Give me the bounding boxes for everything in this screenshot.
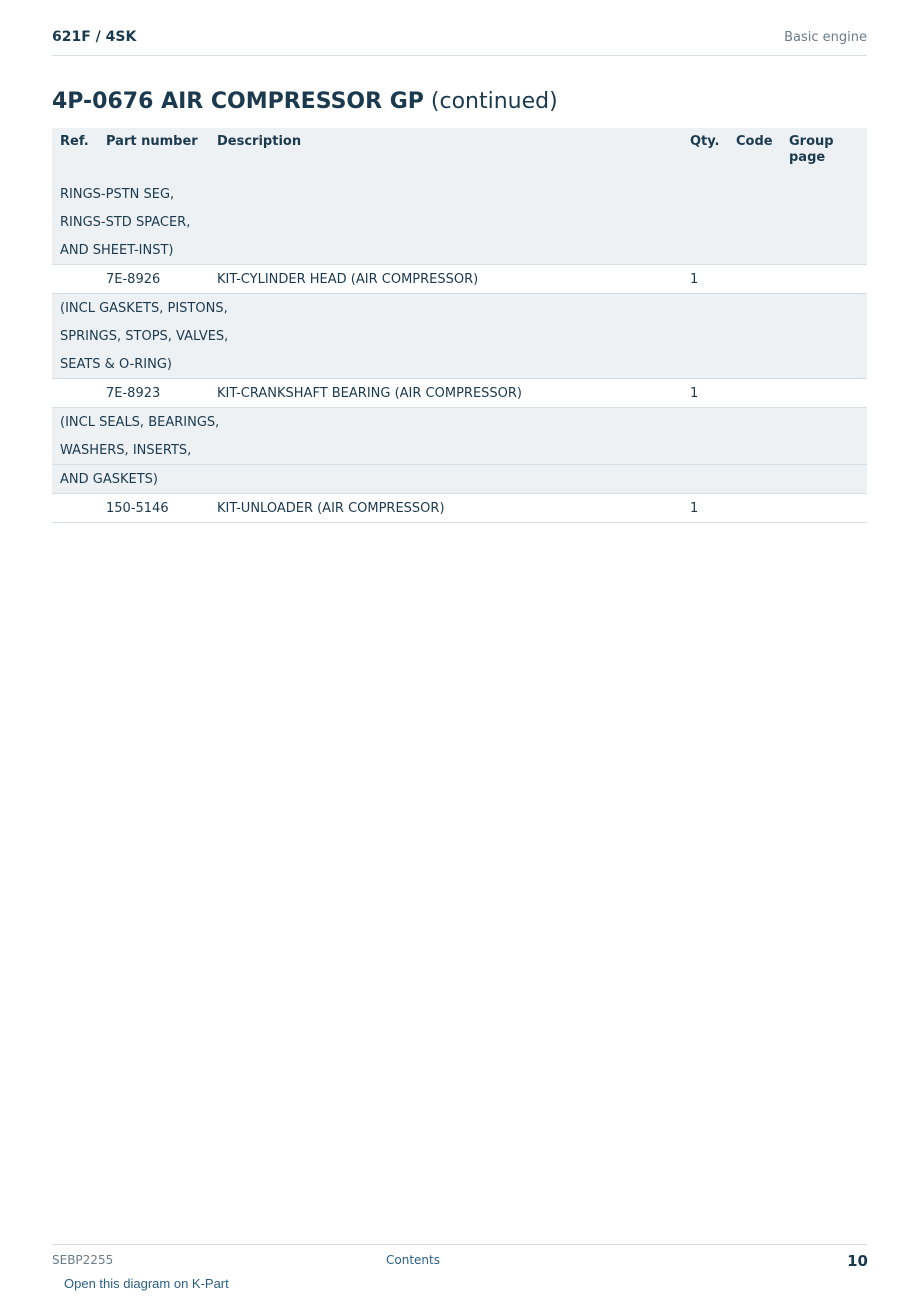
col-header-description: Description [209, 128, 682, 180]
table-row [52, 379, 867, 408]
footer-divider [52, 1244, 867, 1245]
cell-code [728, 494, 781, 523]
note-text: RINGS-STD SPACER, [52, 208, 867, 236]
cell-group-page [781, 265, 867, 294]
cell-code [728, 265, 781, 294]
cell-ref [52, 494, 98, 523]
cell-part-number: 7E-8923 [98, 379, 209, 408]
note-row [52, 236, 867, 265]
kpart-link[interactable]: Open this diagram on K-Part [64, 1276, 229, 1291]
table-row [52, 265, 867, 294]
section-label: Basic engine [784, 30, 867, 45]
note-text: (INCL GASKETS, PISTONS, [52, 294, 867, 323]
contents-link[interactable]: Contents [386, 1253, 440, 1267]
note-row [52, 294, 867, 323]
title-suffix: (continued) [430, 89, 558, 114]
cell-qty: 1 [682, 379, 728, 408]
cell-qty: 1 [682, 265, 728, 294]
cell-part-number: 7E-8926 [98, 265, 209, 294]
note-row [52, 180, 867, 208]
note-row [52, 408, 867, 437]
note-text: (INCL SEALS, BEARINGS, [52, 408, 867, 437]
note-row [52, 436, 867, 465]
cell-description: KIT-CYLINDER HEAD (AIR COMPRESSOR) [209, 265, 682, 294]
model-label: 621F / 4SK [52, 29, 137, 45]
document-id: SEBP2255 [52, 1253, 114, 1267]
col-header-part-number: Part number [98, 128, 209, 180]
cell-group-page [781, 379, 867, 408]
cell-part-number: 150-5146 [98, 494, 209, 523]
table-header-row [52, 128, 867, 180]
cell-description: KIT-UNLOADER (AIR COMPRESSOR) [209, 494, 682, 523]
cell-qty: 1 [682, 494, 728, 523]
col-header-code: Code [728, 128, 781, 180]
col-header-qty: Qty. [682, 128, 728, 180]
note-text: RINGS-PSTN SEG, [52, 180, 867, 208]
note-text: AND SHEET-INST) [52, 236, 867, 265]
cell-code [728, 379, 781, 408]
note-row [52, 350, 867, 379]
page-header [52, 28, 867, 56]
note-text: AND GASKETS) [52, 465, 867, 494]
note-row [52, 465, 867, 494]
cell-group-page [781, 494, 867, 523]
table-row [52, 494, 867, 523]
title-group: 4P-0676 AIR COMPRESSOR GP [52, 89, 424, 114]
note-text: SEATS & O-RING) [52, 350, 867, 379]
page-number: 10 [847, 1252, 868, 1270]
parts-table [52, 128, 867, 523]
col-header-group-page: Group page [781, 128, 867, 180]
note-text: WASHERS, INSERTS, [52, 436, 867, 465]
page-title [52, 89, 558, 114]
note-text: SPRINGS, STOPS, VALVES, [52, 322, 867, 350]
cell-ref [52, 265, 98, 294]
cell-ref [52, 379, 98, 408]
note-row [52, 322, 867, 350]
cell-description: KIT-CRANKSHAFT BEARING (AIR COMPRESSOR) [209, 379, 682, 408]
col-header-ref: Ref. [52, 128, 98, 180]
note-row [52, 208, 867, 236]
